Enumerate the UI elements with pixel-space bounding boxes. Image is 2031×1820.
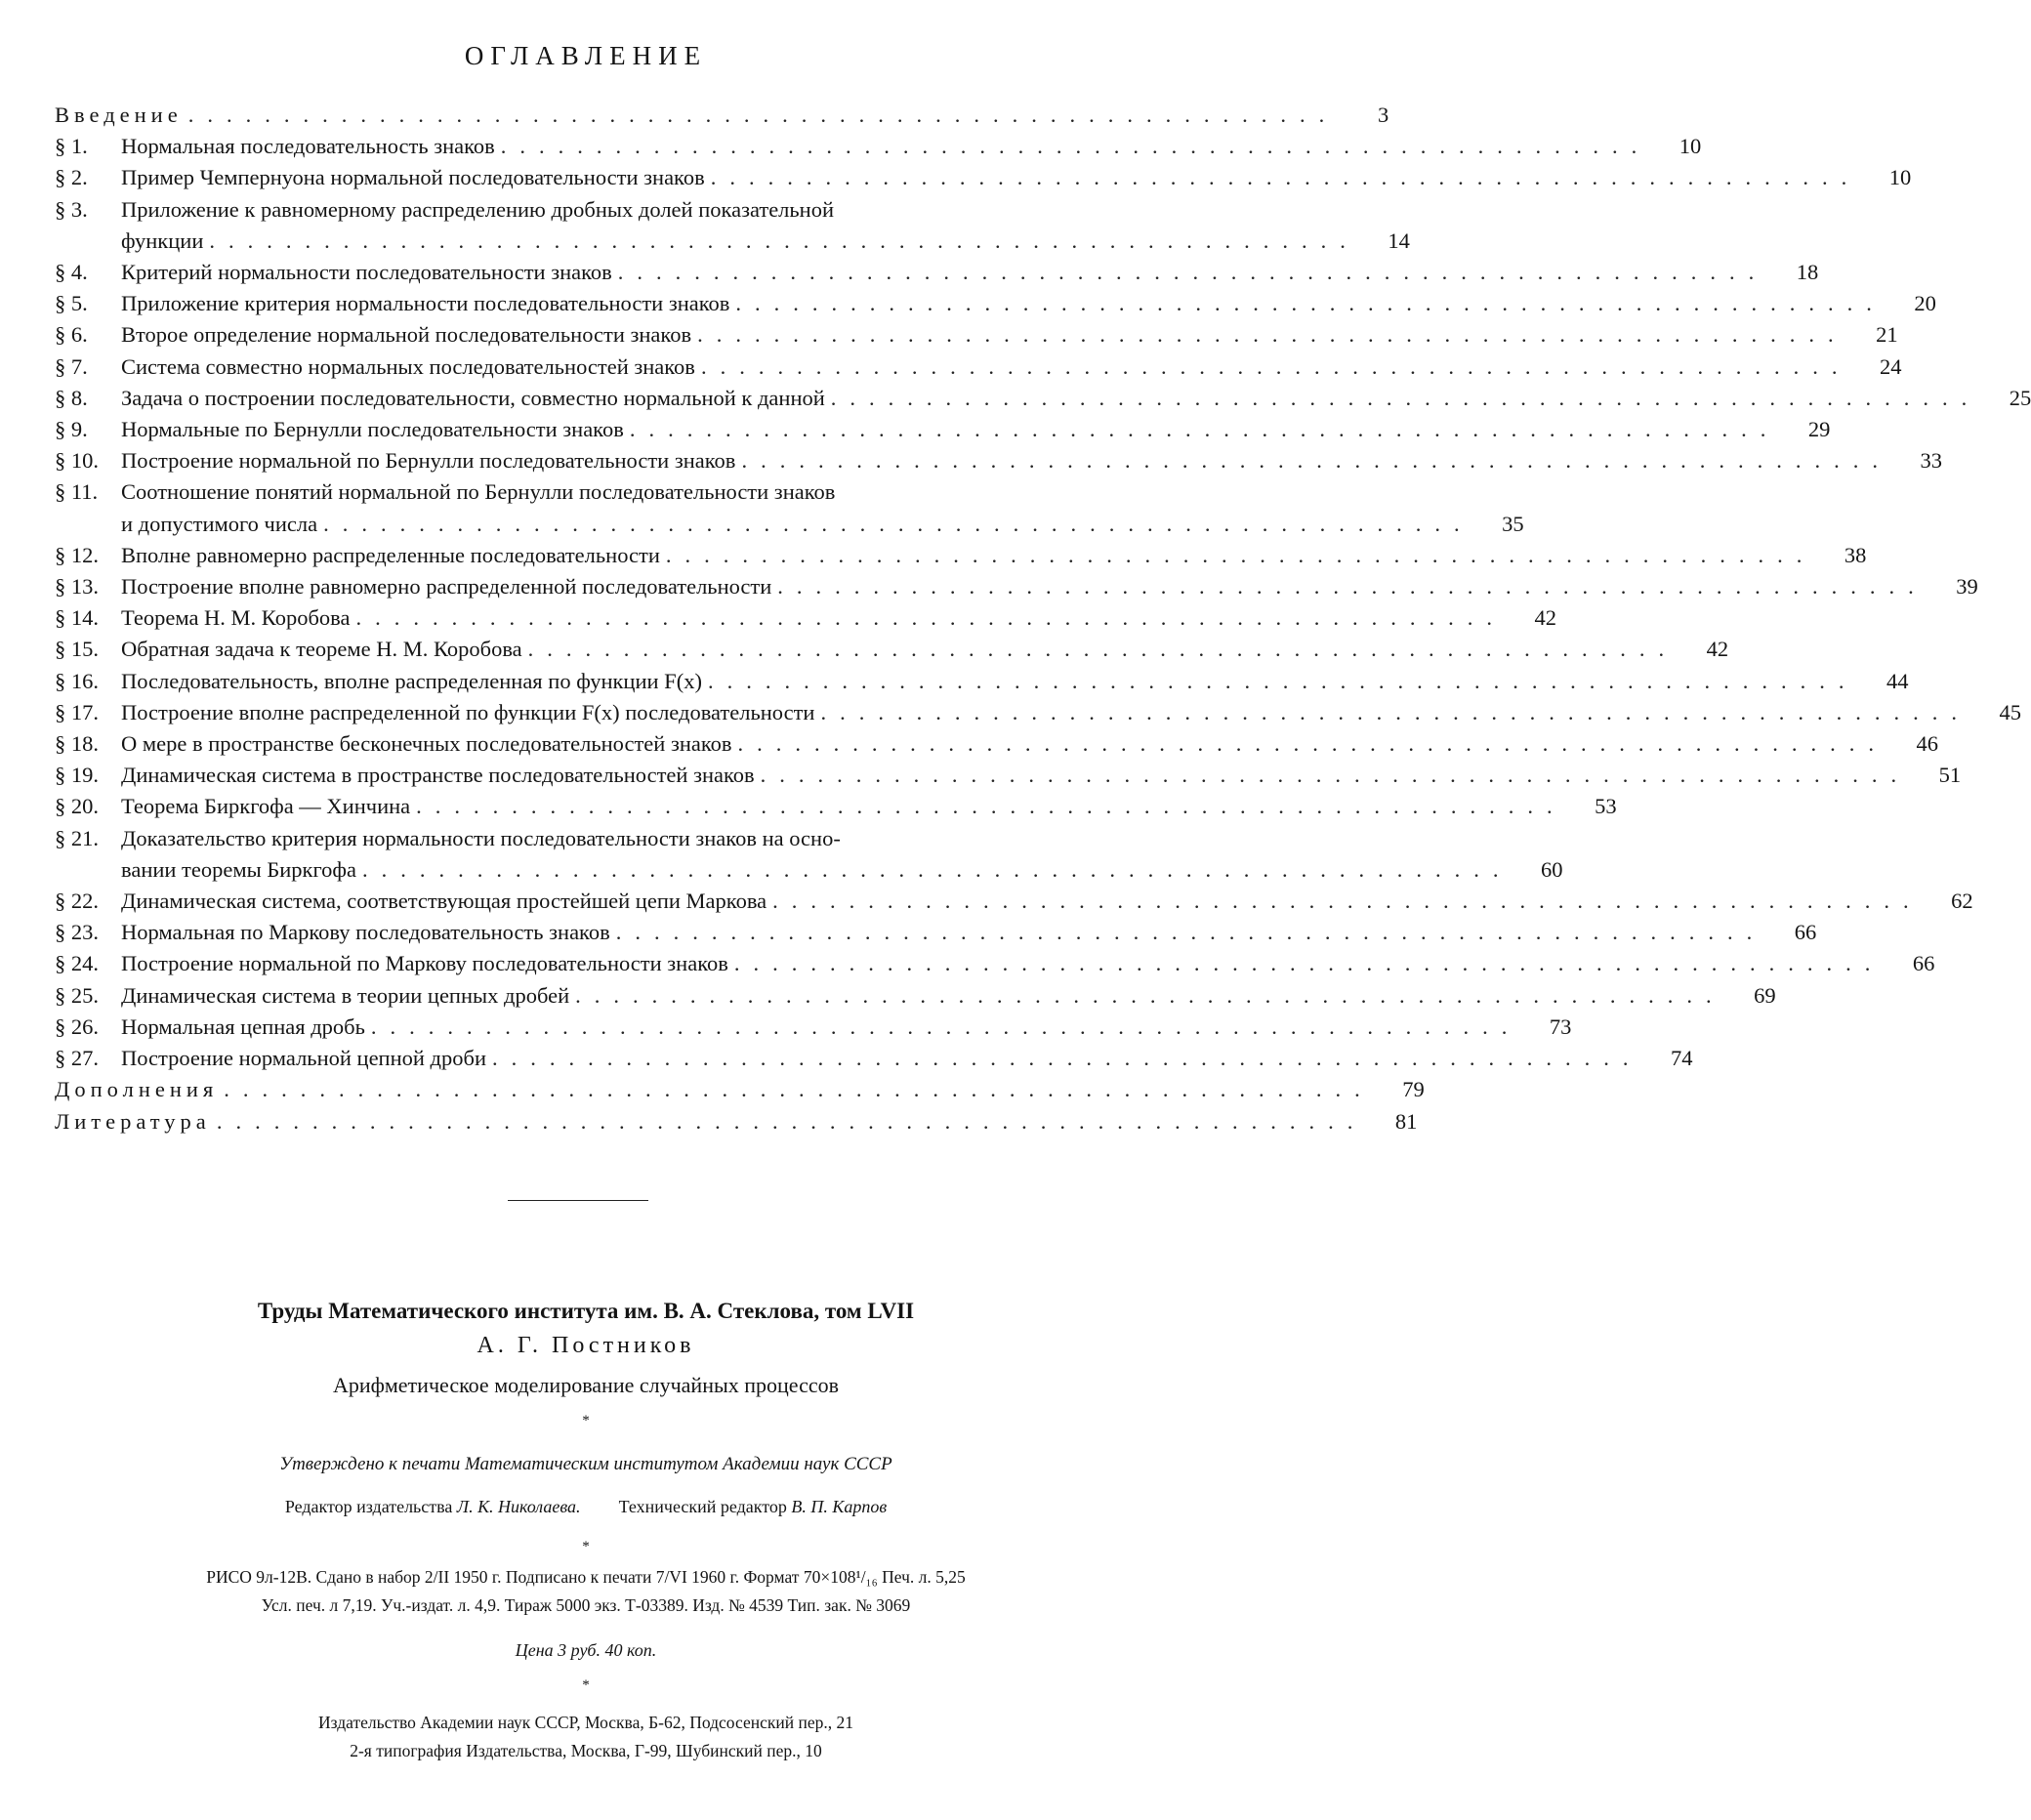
dot-leader: ............................................................: [772, 889, 1923, 914]
toc-entry-title: Соотношение понятий нормальной по Бернулли последовательности знаков: [121, 479, 836, 505]
dot-leader: ............................................................: [741, 448, 1891, 474]
toc-entry-title: Построение нормальной по Бернулли последовательности знаков: [121, 448, 736, 474]
toc-page-number: 62: [1951, 889, 1973, 914]
toc-entry: [55, 352, 1902, 383]
toc-page-number: 60: [1540, 856, 1563, 882]
toc-entry-title: Нормальная по Маркову последовательность знаков: [121, 920, 610, 945]
dot-leader: ............................................................: [187, 103, 1339, 127]
dot-leader: ............................................................: [216, 1108, 1367, 1134]
toc-entry: [55, 476, 1524, 539]
price: Цена 3 руб. 40 коп.: [515, 1640, 657, 1660]
toc-heading: ОГЛАВЛЕНИЕ: [464, 41, 708, 70]
dot-leader: ............................................................: [707, 668, 1858, 693]
toc-entry: [55, 697, 2021, 728]
toc-entry-number: § 11.: [55, 479, 99, 505]
toc-page-number: 81: [1394, 1108, 1418, 1134]
toc-entry-title: Динамическая система, соответствующая простейшей цепи Маркова: [121, 889, 767, 914]
dot-leader: ............................................................: [777, 574, 1927, 600]
toc-page-number: 79: [1402, 1077, 1425, 1102]
editor-name: Л. К. Николаева.: [456, 1497, 581, 1516]
toc-page-number: 42: [1706, 637, 1729, 662]
toc-entry: [55, 257, 1819, 288]
toc-entry-title: Второе определение нормальной последовательности знаков: [121, 322, 692, 348]
toc-entry: [55, 540, 1867, 571]
toc-entry-number: § 1.: [55, 134, 88, 159]
toc-entry: [55, 131, 1702, 162]
toc-entry-number: § 10.: [55, 448, 99, 474]
toc-entry-number: § 13.: [55, 574, 99, 600]
toc-entry-number: § 9.: [55, 417, 88, 442]
toc-page-number: 24: [1879, 353, 1902, 379]
toc-entry: [55, 445, 1942, 476]
dot-leader: ............................................................: [615, 920, 1766, 945]
toc-page-number: 73: [1549, 1013, 1572, 1039]
toc-entry-title: Приложение к равномерному распределению дробных долей показательной: [121, 196, 834, 222]
toc-entry: [55, 948, 1935, 979]
toc-entry: [55, 760, 1962, 791]
toc-entry-title: Литература: [55, 1108, 211, 1134]
toc-entry-number: § 2.: [55, 165, 88, 190]
dot-leader: ............................................................: [500, 134, 1651, 159]
toc-entry-title: Критерий нормальности последовательности знаков: [121, 260, 612, 285]
series-title: Труды Математического института им. В. А. Стеклова, том LVII: [257, 1299, 915, 1323]
editors-line: [0, 1497, 1172, 1517]
toc-page-number: 44: [1886, 668, 1909, 693]
toc-entry-title: функции: [121, 228, 204, 253]
toc-entry-number: § 14.: [55, 605, 99, 631]
separator-star: *: [582, 1539, 590, 1554]
toc-entry-number: § 24.: [55, 951, 99, 976]
toc-entry-title: Задача о построении последовательности, совместно нормальной к данной: [121, 385, 825, 410]
toc-entry-number: § 26.: [55, 1013, 99, 1039]
publisher-line-2: 2-я типография Издательства, Москва, Г-99, Шубинский пер., 10: [350, 1741, 822, 1760]
toc-page-number: 10: [1888, 165, 1912, 190]
toc-page-number: 35: [1502, 511, 1524, 536]
toc-entry: [55, 194, 1410, 257]
toc-entry-title: Динамическая система в теории цепных дробей: [121, 982, 570, 1008]
dot-leader: ............................................................: [527, 637, 1679, 662]
toc-entry-number: § 6.: [55, 322, 88, 348]
dot-leader: ............................................................: [224, 1077, 1374, 1102]
toc-page-number: 45: [1999, 699, 2021, 724]
toc-entry: [55, 100, 1389, 131]
dot-leader: ............................................................: [710, 165, 1861, 190]
toc-page-number: 39: [1956, 574, 1978, 600]
dot-leader: ............................................................: [323, 511, 1473, 536]
toc-entry-title: Теорема Н. М. Коробова: [121, 605, 351, 631]
toc-entry-number: § 25.: [55, 982, 99, 1008]
book-title: Арифметическое моделирование случайных процессов: [332, 1373, 840, 1397]
tech-editor-label: Технический редактор: [618, 1497, 787, 1516]
toc-entry: [55, 634, 1729, 665]
toc-entry-title: Теорема Биркгофа — Хинчина: [121, 794, 411, 819]
toc-entry: [55, 791, 1617, 822]
toc-entry: [55, 414, 1831, 445]
toc-page-number: 14: [1388, 228, 1410, 253]
toc-entry: [55, 383, 2031, 414]
toc-page-number: 51: [1938, 763, 1962, 788]
print-details-line-1: РИСО 9л-12В. Сдано в набор 2/II 1950 г. Подписано к печати 7/VI 1960 г. Формат 70×108¹/₁₆ Печ. л. 5,25: [206, 1567, 966, 1587]
toc-entry: [55, 823, 1563, 886]
toc-page-number: 25: [2009, 385, 2031, 410]
toc-entry-title: Нормальные по Бернулли последовательности знаков: [121, 417, 624, 442]
toc-page-number: 20: [1914, 291, 1936, 316]
toc-entry-number: § 12.: [55, 542, 99, 567]
table-of-contents: [55, 100, 2031, 1138]
toc-entry-title: Нормальная цепная дробь: [121, 1013, 365, 1039]
toc-page-number: 10: [1679, 134, 1702, 159]
toc-entry: [55, 917, 1817, 948]
dot-leader: ............................................................: [733, 951, 1885, 976]
print-details-line-2: Усл. печ. л 7,19. Уч.-издат. л. 4,9. Тираж 5000 экз. Т-03389. Изд. № 4539 Тип. зак. № 3069: [261, 1595, 911, 1615]
toc-entry: [55, 1074, 1425, 1105]
dot-leader: ............................................................: [629, 417, 1780, 442]
toc-entry-number: § 27.: [55, 1046, 99, 1071]
toc-entry-title: Вполне равномерно распределенные последовательности: [121, 542, 660, 567]
toc-entry: [55, 1106, 1418, 1138]
toc-entry-title: Дополнения: [55, 1077, 219, 1102]
toc-entry-title: Доказательство критерия нормальности последовательности знаков на осно-: [121, 825, 841, 850]
toc-entry-number: § 17.: [55, 699, 99, 724]
toc-entry: [55, 602, 1556, 634]
toc-page-number: 69: [1754, 982, 1776, 1008]
section-divider: [508, 1200, 648, 1201]
tech-editor-name: В. П. Карпов: [791, 1497, 888, 1516]
toc-page-number: 66: [1912, 951, 1935, 976]
dot-leader: ............................................................: [617, 260, 1768, 285]
book-author: А. Г. Постников: [477, 1333, 695, 1358]
editor-label: Редактор издательства: [284, 1497, 453, 1516]
toc-entry-number: § 5.: [55, 291, 88, 316]
toc-entry: [55, 886, 1973, 917]
toc-entry-number: § 4.: [55, 260, 88, 285]
toc-entry: [55, 571, 1978, 602]
toc-entry-number: § 8.: [55, 385, 88, 410]
toc-entry: [55, 162, 1912, 193]
toc-entry-title: Нормальная последовательность знаков: [121, 134, 495, 159]
toc-entry-number: § 21.: [55, 825, 99, 850]
toc-entry-title: Динамическая система в пространстве последовательностей знаков: [121, 763, 755, 788]
toc-entry-number: § 19.: [55, 763, 99, 788]
toc-entry: [55, 288, 1936, 319]
dot-leader: ............................................................: [737, 731, 1888, 757]
separator-star: *: [582, 1413, 590, 1428]
toc-page-number: 46: [1916, 731, 1939, 757]
separator-star: *: [582, 1677, 590, 1693]
toc-entry-title: Пример Чемпернуона нормальной последовательности знаков: [121, 165, 705, 190]
dot-leader: ............................................................: [820, 699, 1970, 724]
toc-entry-number: § 3.: [55, 196, 88, 222]
toc-entry-title: Обратная задача к теореме Н. М. Коробова: [121, 637, 522, 662]
dot-leader: ............................................................: [665, 542, 1816, 567]
toc-entry: [55, 319, 1898, 351]
dot-leader: ............................................................: [575, 982, 1725, 1008]
toc-page-number: 3: [1377, 103, 1389, 127]
toc-entry-title: Введение: [55, 103, 183, 127]
dot-leader: ............................................................: [830, 385, 1981, 410]
toc-entry-number: § 20.: [55, 794, 99, 819]
toc-entry-number: § 16.: [55, 668, 99, 693]
dot-leader: ............................................................: [492, 1046, 1642, 1071]
toc-entry-title: Построение нормальной по Маркову последовательности знаков: [121, 951, 728, 976]
toc-entry-title: Построение вполне распределенной по функции F(x) последовательности: [121, 699, 815, 724]
toc-entry: [55, 1043, 1693, 1074]
toc-page-number: 74: [1671, 1046, 1693, 1071]
toc-page-number: 18: [1796, 260, 1819, 285]
toc-page-number: 42: [1534, 605, 1556, 631]
toc-entry: [55, 728, 1939, 760]
toc-page-number: 33: [1920, 448, 1942, 474]
toc-entry-number: § 18.: [55, 731, 99, 757]
toc-entry-title: Система совместно нормальных последовательностей знаков: [121, 353, 695, 379]
toc-entry-title: Построение нормальной цепной дроби: [121, 1046, 486, 1071]
dot-leader: ............................................................: [361, 856, 1513, 882]
dot-leader: ............................................................: [416, 794, 1566, 819]
dot-leader: ............................................................: [700, 353, 1851, 379]
toc-page-number: 53: [1595, 794, 1617, 819]
toc-entry-title: и допустимого числа: [121, 511, 318, 536]
dot-leader: ............................................................: [370, 1013, 1521, 1039]
toc-page-number: 66: [1794, 920, 1817, 945]
toc-page-number: 29: [1807, 417, 1831, 442]
toc-entry: [55, 1012, 1572, 1043]
dot-leader: ............................................................: [209, 228, 1359, 253]
toc-entry-number: § 15.: [55, 637, 99, 662]
toc-entry: [55, 666, 1909, 697]
toc-entry-title: Последовательность, вполне распределенная по функции F(x): [121, 668, 702, 693]
toc-entry-number: § 22.: [55, 889, 99, 914]
toc-entry-title: Приложение критерия нормальности последовательности знаков: [121, 291, 730, 316]
dot-leader: ............................................................: [735, 291, 1886, 316]
toc-entry-title: О мере в пространстве бесконечных последовательностей знаков: [121, 731, 732, 757]
dot-leader: ............................................................: [697, 322, 1847, 348]
toc-entry-title: Построение вполне равномерно распределенной последовательности: [121, 574, 772, 600]
toc-entry-number: § 23.: [55, 920, 99, 945]
dot-leader: ............................................................: [760, 763, 1911, 788]
toc-page-number: 21: [1876, 322, 1898, 348]
approval-note: Утверждено к печати Математическим институтом Академии наук СССР: [279, 1454, 892, 1474]
toc-page-number: 38: [1844, 542, 1867, 567]
toc-entry: [55, 980, 1776, 1012]
dot-leader: ............................................................: [355, 605, 1506, 631]
toc-entry-title: вании теоремы Биркгофа: [121, 856, 356, 882]
publisher-line-1: Издательство Академии наук СССР, Москва, Б-62, Подсосенский пер., 21: [318, 1713, 853, 1732]
toc-entry-number: § 7.: [55, 353, 88, 379]
